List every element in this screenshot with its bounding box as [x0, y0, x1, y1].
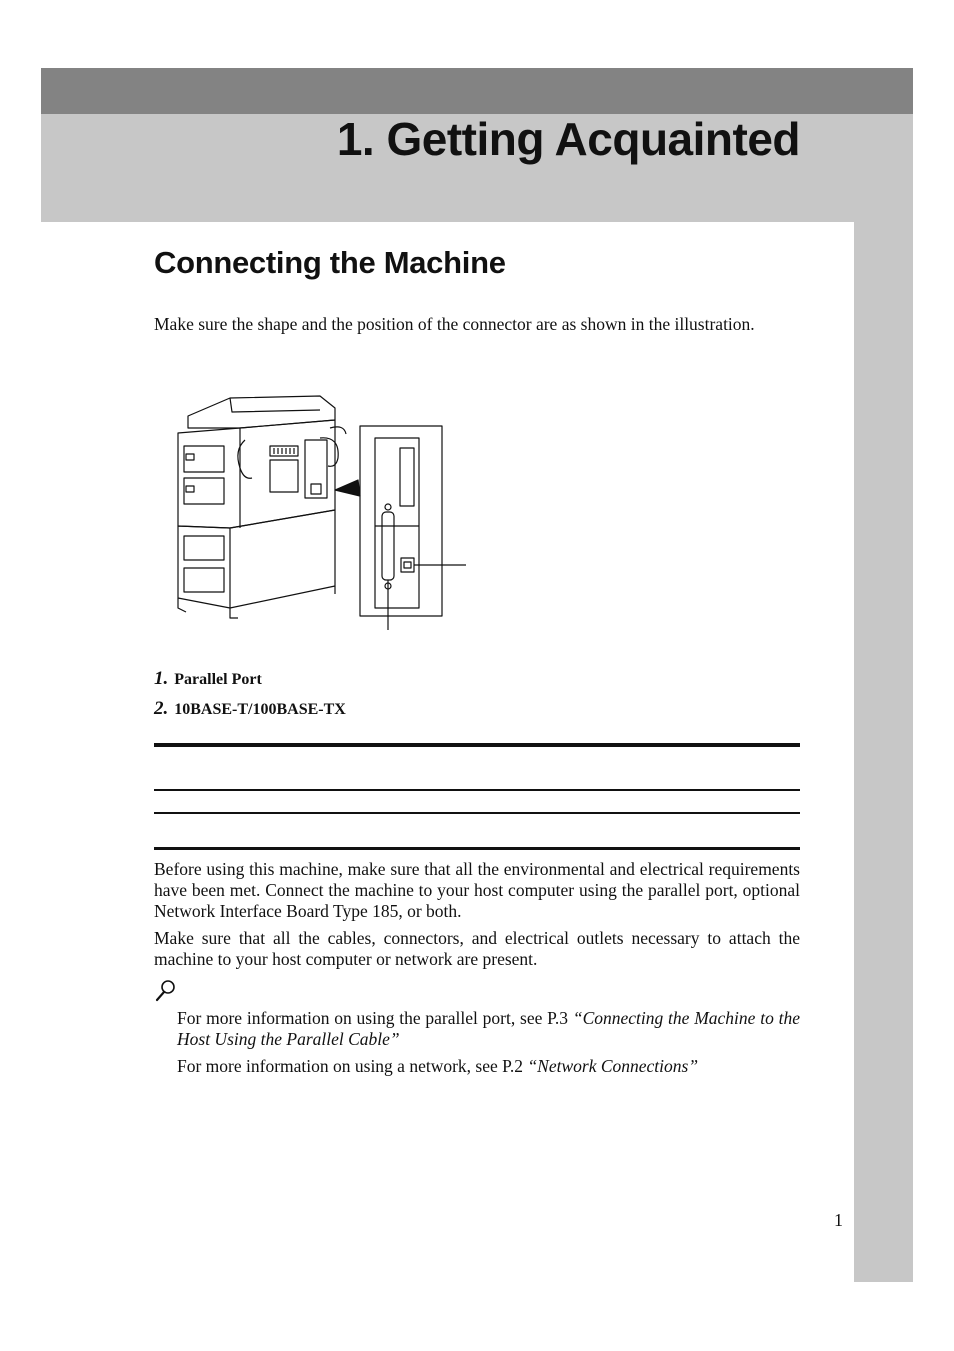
reference-network — [177, 1056, 800, 1077]
legend-item-ethernet-port — [154, 698, 346, 720]
legend-item-parallel-port — [154, 668, 262, 690]
intro-paragraph: Make sure the shape and the position of the connector are as shown in the illustration. — [154, 314, 755, 334]
chapter-title: 1. Getting Acquainted — [336, 113, 800, 165]
legend-number: 2. — [154, 698, 169, 719]
side-thumb-bar — [854, 222, 913, 1282]
divider — [154, 847, 800, 850]
header-band — [41, 68, 913, 114]
reference-link-network-connections[interactable]: “Network Connections” — [527, 1056, 699, 1076]
machine-connector-illustration — [170, 388, 470, 638]
legend-label: 10BASE-T/100BASE-TX — [174, 701, 346, 718]
reference-parallel-port — [177, 1008, 800, 1050]
body-paragraph-cables: Make sure that all the cables, connectors, and electrical outlets necessary to attach the machine to your host computer or network are present. — [154, 928, 800, 969]
reference-link-parallel-cable[interactable]: “Connecting the Machine to the Host Using the Parallel Cable” — [177, 1008, 800, 1049]
legend-label: Parallel Port — [174, 671, 262, 688]
legend-number: 1. — [154, 668, 169, 689]
reference-text: For more information on using a network, see P.2 — [177, 1056, 528, 1076]
body-paragraph-requirements: Before using this machine, make sure that all the environmental and electrical requirements have been met. Connect the machine to your host computer using the parallel port, optional Network Interface Board Type 185, or both. — [154, 859, 800, 921]
divider — [154, 812, 800, 814]
magnifier-icon — [155, 979, 177, 1003]
page-number: 1 — [834, 1210, 843, 1230]
reference-text: For more information on using the parallel port, see P.3 — [177, 1008, 573, 1028]
section-title: Connecting the Machine — [154, 245, 506, 280]
divider — [154, 789, 800, 791]
divider-thick — [154, 743, 800, 747]
